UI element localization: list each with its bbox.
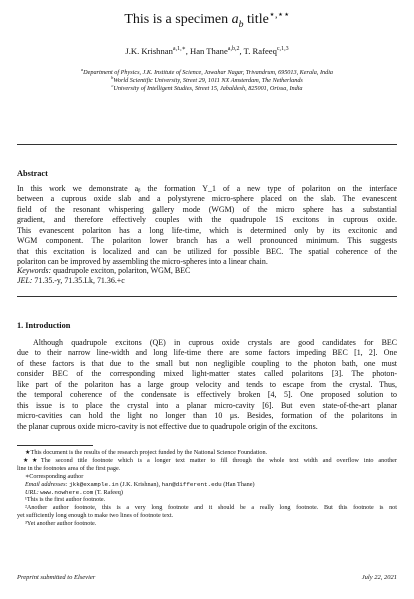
abstract-line: WGM component. The polariton lower branch has a well pronounced minimum. This suggests xyxy=(17,236,397,246)
affiliation xyxy=(0,66,414,77)
keywords-label: Keywords: xyxy=(17,266,52,275)
intro-line: the planar cuprous oxide micro-cavity is not effective due to quadrupole origin of the excitons. xyxy=(17,421,318,431)
footnotes xyxy=(17,449,397,528)
author-marks: a,b,2 xyxy=(227,46,240,53)
author-list xyxy=(0,46,414,56)
section-heading: 1. Introduction xyxy=(17,321,71,330)
footnote-1: ¹This is the first author footnote. xyxy=(25,496,106,504)
intro-line: this issue is to place the crystal into a planar micro-cavity [6]. But even state-of-the-art planar xyxy=(17,400,397,410)
affiliation xyxy=(0,85,414,93)
affiliation-text: World Scientific University, Street 29, 1011 NX Amsterdam, The Netherlands xyxy=(113,77,303,85)
footnote-2-cont: yet sufficiently long enough to make two lines of footnote text. xyxy=(17,512,174,520)
abstract-top-rule xyxy=(17,144,397,145)
title-suffix: title xyxy=(243,12,269,27)
abstract-line: between a cuprous oxide slab and a polystyrene micro-sphere placed on the slab. The evanescent xyxy=(17,194,397,204)
affiliation-mark: a xyxy=(80,66,84,72)
affiliation-mark: b xyxy=(111,75,114,81)
author-separator: , xyxy=(185,46,190,56)
abstract-line: that this excitation is localized and can be utilized for possible BEC. The spatial coherence of the xyxy=(17,246,397,256)
affiliation-text: Department of Physics, J.K. Institute of Science, Jawahar Nagar, Trivandrum, 695013, Kerala, India xyxy=(83,69,334,76)
abstract-heading: Abstract xyxy=(17,169,48,178)
footnote-star: ★This document is the results of the research project funded by the National Science Foundation. xyxy=(25,449,268,456)
author-separator: , xyxy=(239,46,244,56)
footnote-2: ²Another author footnote, this is a very long footnote and it should be a really long footnote. But this footnote is not xyxy=(25,504,397,512)
footnote-corresponding: ∗Corresponding author xyxy=(25,472,84,480)
author-name: T. Rafeeq xyxy=(243,46,277,56)
intro-line: due to their narrow line-width and long life-time there are some factors impeding BEC [1, 2]. One xyxy=(17,348,397,358)
email-owner: (Han Thane) xyxy=(221,480,255,488)
footnote-3: ³Yet another author footnote. xyxy=(25,520,97,528)
affiliation-text: University of Intelligent Studies, Street 15, Jabaldesh, 825001, Orissa, India xyxy=(113,85,303,93)
intro-line: Although quadrupole excitons (QE) in cuprous oxide crystals are good candidates for BEC xyxy=(33,338,397,347)
abstract-line: polariton can be improved by assembling the micro-spheres into a linear chain. xyxy=(17,257,268,267)
email-link[interactable]: han@different.edu xyxy=(161,480,222,488)
abstract-line: This evanescent polariton has a long life-time, which is determined only by its excitonic and xyxy=(17,225,397,235)
footnote-url xyxy=(17,489,397,497)
introduction-body xyxy=(17,338,397,432)
url-label: URL: xyxy=(25,488,39,496)
title-subscript: b xyxy=(238,18,244,30)
intro-line: like part of the polariton has a large group velocity and tends to escape from the crystal. Thus, xyxy=(17,379,397,389)
author-marks: c,1,3 xyxy=(276,46,289,53)
url-link[interactable]: www.nowhere.com xyxy=(40,488,94,496)
footnote-double-star-cont: line in the footnotes area of the first page. xyxy=(17,464,121,472)
abstract-line: field of the resonant whispering gallery mode (WGM) of the micro sphere has a substantial xyxy=(17,204,397,214)
abstract-bottom-rule xyxy=(17,296,397,297)
affiliation-mark: c xyxy=(111,83,114,89)
author-marks: a,1,∗ xyxy=(172,46,186,53)
abstract-line: In this work we demonstrate aᵦ the formation Y_1 of a new type of polariton on the interface xyxy=(17,184,397,193)
url-owner: (T. Rafeeq) xyxy=(93,488,123,496)
title-variable: a xyxy=(231,12,239,27)
affiliation-list xyxy=(0,66,414,94)
footnote-rule xyxy=(17,445,93,446)
intro-line: consider BEC of the corresponding mixed light-matter states called polaritons [3]. The photon- xyxy=(17,369,397,379)
email-link[interactable]: jkk@example.in xyxy=(69,480,119,488)
email-label: Email addresses: xyxy=(25,480,68,488)
title-prefix: This is a specimen xyxy=(124,12,232,27)
footnote-emails xyxy=(17,481,397,489)
jel-label: JEL: xyxy=(17,276,33,285)
footer-date: July 22, 2021 xyxy=(361,574,397,581)
title-marks: ⋆,⋆⋆ xyxy=(268,9,290,21)
email-owner: (J.K. Krishnan), xyxy=(118,480,162,488)
paper-title xyxy=(0,9,414,33)
abstract-line: gradient, and therefore effectively couples with the quadrupole 1S excitons in cuprous oxide. xyxy=(17,215,397,225)
footnote-double-star: ★★The second title footnote which is a longer text matter to fill through the whole text width and overflow into another xyxy=(23,456,397,464)
intro-line: of these factors is that due to the small but non negligible coupling to the photon bath, one must xyxy=(17,358,397,368)
intro-line: micro-cavities can hold the light no longer than 10 μs. Besides, formation of the polaritons in xyxy=(17,411,397,421)
jel-text: 71.35.-y, 71.35.Lk, 71.36.+c xyxy=(34,276,125,285)
author-name: Han Thane xyxy=(189,46,228,56)
keywords-text: quadrupole exciton, polariton, WGM, BEC xyxy=(53,266,191,275)
footer-journal: Preprint submitted to Elsevier xyxy=(17,574,96,581)
jel-codes xyxy=(17,276,397,286)
abstract-body xyxy=(17,184,397,268)
intro-line: the temporal coherence of the condensate is effectively broken [4, 5]. One proposed solution to xyxy=(17,390,397,400)
keywords xyxy=(17,266,397,276)
author-name: J.K. Krishnan xyxy=(125,46,173,56)
